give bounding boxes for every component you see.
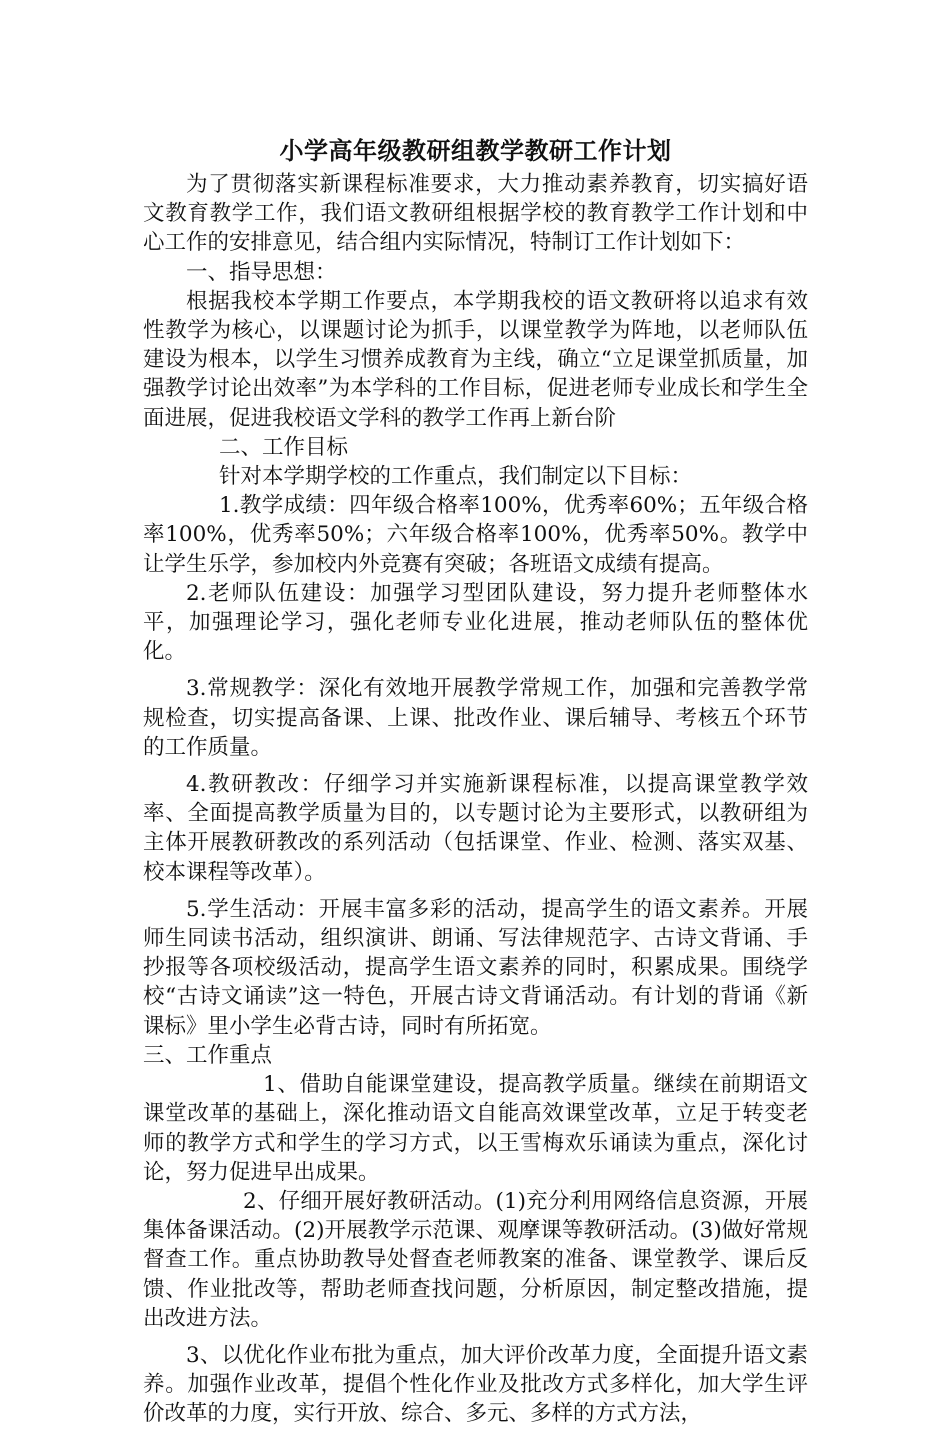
guiding-thought-paragraph: 根据我校本学期工作要点，本学期我校的语文教研将以追求有效性教学为核心，以课题讨论为抓手，以课堂教学为阵地，以老师队伍建设为根本，以学生习惯养成教育为主线，确立“立足课堂抓质量，加强教学讨论出效率”为本学科的工作目标，促进老师专业成长和学生全面进展，促进我校语文学科的教学工作再上新台阶 (143, 288, 808, 431)
goal-item-teacher-team: 2.老师队伍建设：加强学习型团队建设，努力提升老师整体水平，加强理论学习，强化老师专业化进展，推动老师队伍的整体优化。 (143, 580, 808, 665)
section-heading-guiding-thought: 一、指导思想： (186, 259, 337, 285)
goal-item-routine-teaching: 3.常规教学：深化有效地开展教学常规工作，加强和完善教学常规检查，切实提高备课、上课、批改作业、课后辅导、考核五个环节的工作质量。 (143, 676, 808, 760)
focus-item-homework: 3、以优化作业布批为重点，加大评价改革力度，全面提升语文素养。加强作业改革，提倡个性化作业及批改方式多样化，加大学生评价改革的力度，实行开放、综合、多元、多样的方式方法， (143, 1342, 808, 1427)
goals-intro-paragraph: 针对本学期学校的工作重点，我们制定以下目标： (219, 464, 693, 490)
section-heading-work-focus: 三、工作重点 (143, 1042, 273, 1068)
document-page (143, 134, 808, 1429)
section-heading-work-goals: 二、工作目标 (219, 434, 349, 460)
document-title: 小学高年级教研组教学教研工作计划 (279, 137, 672, 165)
intro-paragraph: 为了贯彻落实新课程标准要求，大力推动素养教育，切实搞好语文教育教学工作，我们语文教研组根据学校的教育教学工作计划和中心工作的安排意见，结合组内实际情况，特制订工作计划如下： (143, 172, 808, 256)
goal-item-student-activities: 5.学生活动：开展丰富多彩的活动，提高学生的语文素养。开展师生同读书活动，组织演讲、朗诵、写法律规范字、古诗文背诵、手抄报等各项校级活动，提高学生语文素养的同时，积累成果。围绕学校“古诗文诵读”这一特色，开展古诗文背诵活动。有计划的背诵《新课标》里小学生必背古诗，同时有所拓宽。 (143, 896, 808, 1039)
focus-item-research-activities: 2、仔细开展好教研活动。(1)充分利用网络信息资源，开展集体备课活动。(2)开展教学示范课、观摩课等教研活动。(3)做好常规督查工作。重点协助教导处督查老师教案的准备、课堂教学、课后反馈、作业批改等，帮助老师查找问题，分析原因，制定整改措施，提出改进方法。 (143, 1188, 808, 1331)
goal-item-teaching-results: 1.教学成绩：四年级合格率100%，优秀率60%；五年级合格率100%，优秀率50%；六年级合格率100%，优秀率50%。教学中让学生乐学，参加校内外竞赛有突破；各班语文成绩有提高。 (143, 493, 808, 577)
goal-item-research-reform: 4.教研教改：仔细学习并实施新课程标准，以提高课堂教学效率、全面提高教学质量为目的，以专题讨论为主要形式，以教研组为主体开展教研教改的系列活动（包括课堂、作业、检测、落实双基、校本课程等改革）。 (143, 772, 808, 885)
focus-item-classroom: 1、借助自能课堂建设，提高教学质量。继续在前期语文课堂改革的基础上，深化推动语文自能高效课堂改革，立足于转变老师的教学方式和学生的学习方式，以王雪梅欢乐诵读为重点，深化讨论，努力促进早出成果。 (143, 1072, 808, 1185)
